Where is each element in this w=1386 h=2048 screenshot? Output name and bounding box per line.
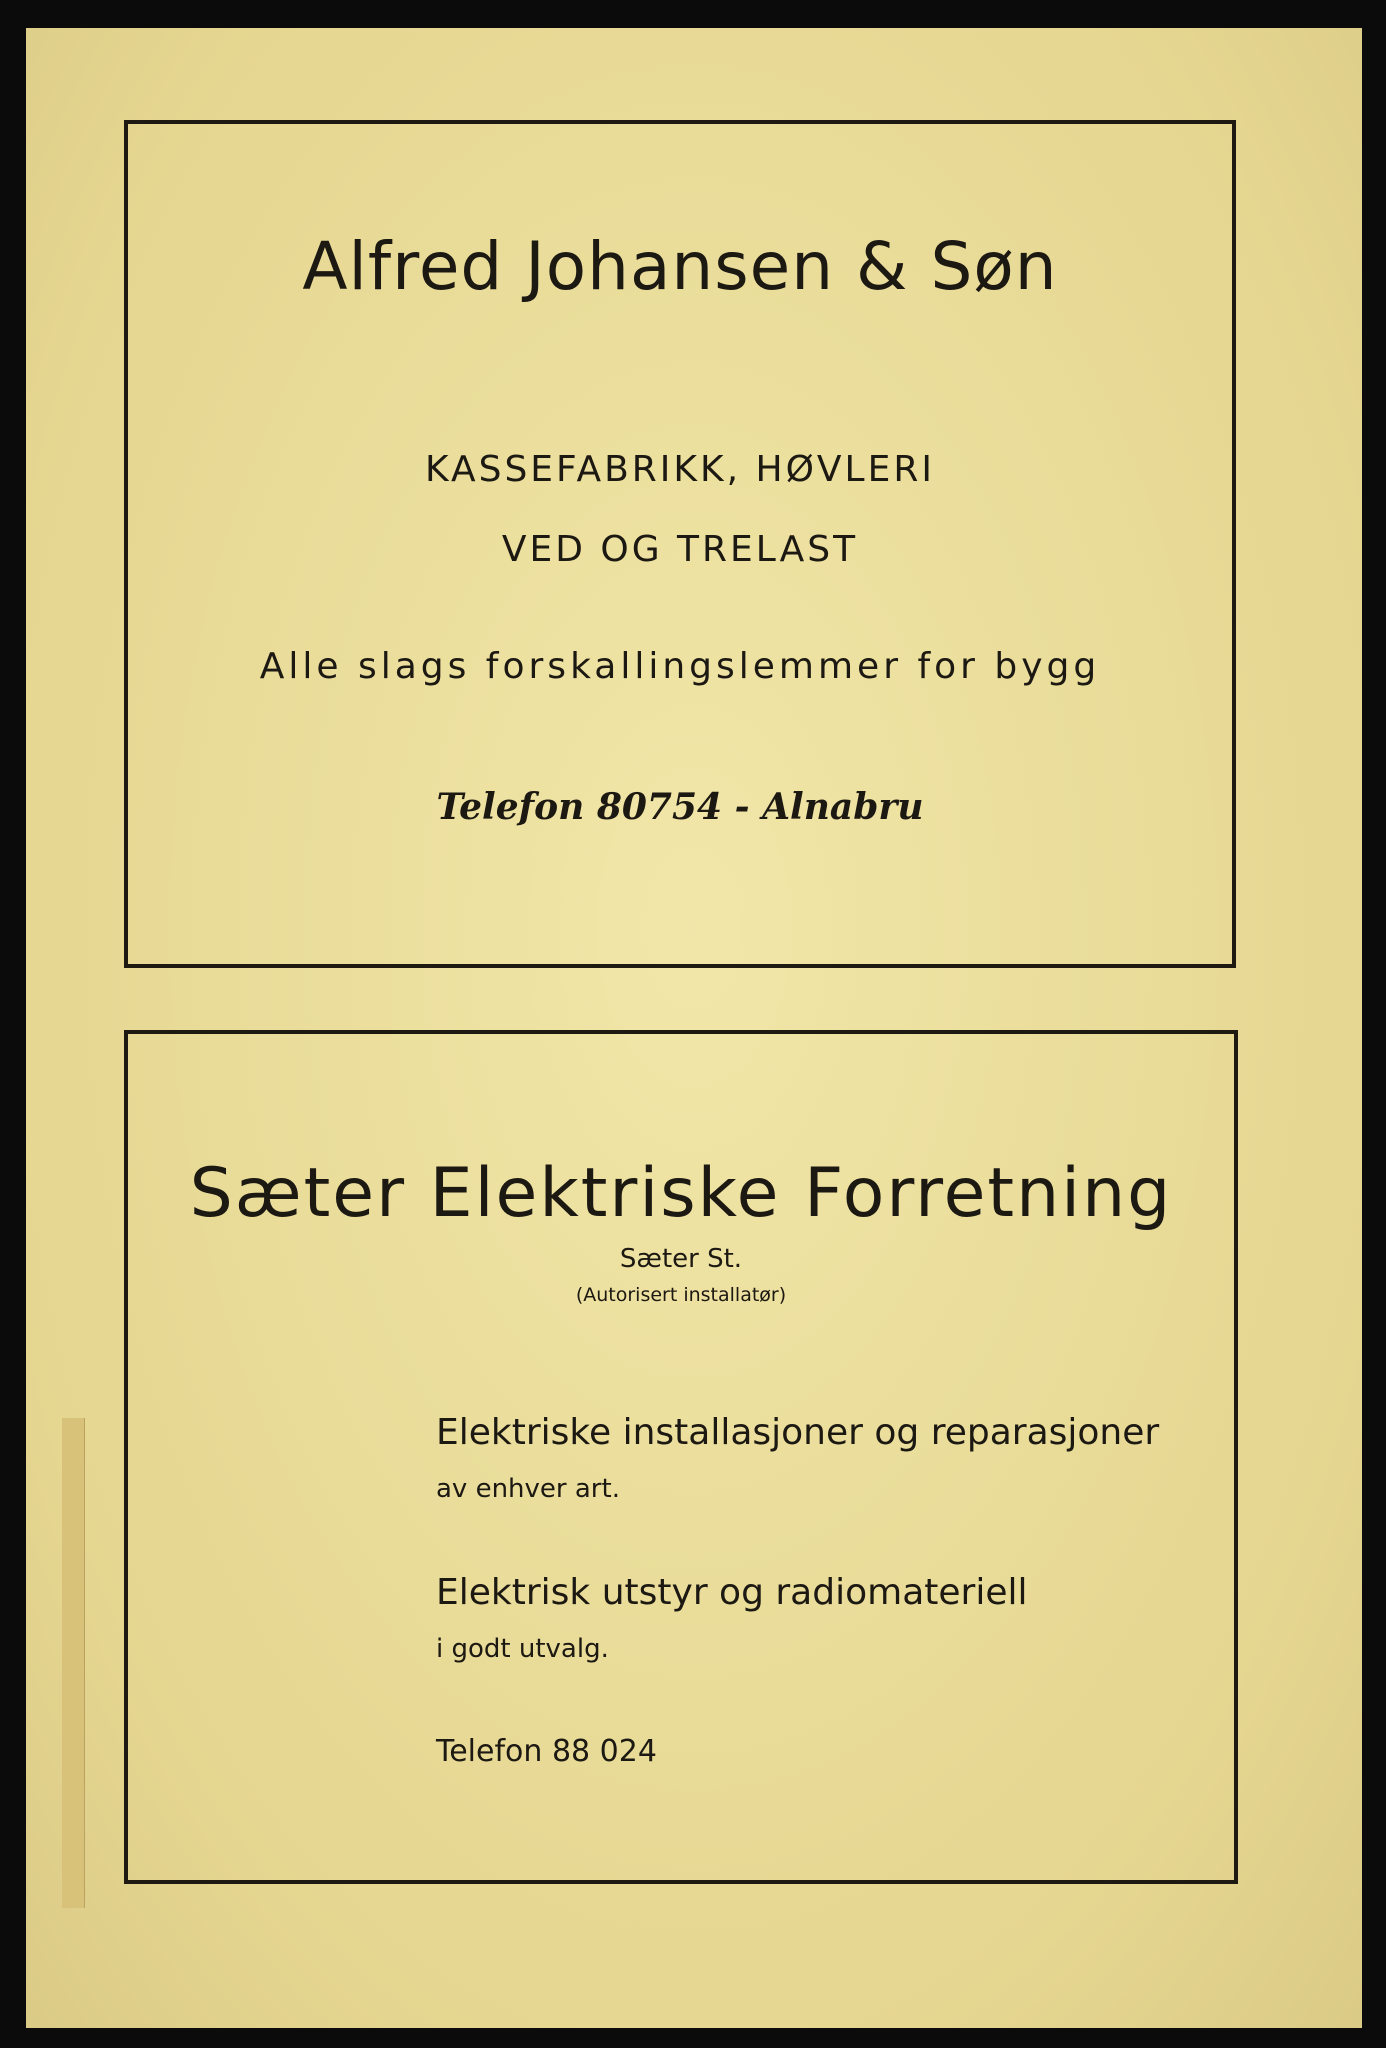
ad2-phone: Telefon 88 024: [436, 1734, 657, 1769]
ad2-company-name: Sæter Elektriske Forretning: [189, 1154, 1173, 1233]
ad2-location: Sæter St.: [619, 1244, 743, 1274]
ad1-line-kassefabrikk: KASSEFABRIKK, HØVLERI: [425, 449, 935, 490]
ad2-service-installasjoner-sub: av enhver art.: [436, 1474, 620, 1504]
ad1-company-name: Alfred Johansen & Søn: [302, 228, 1058, 305]
ad2-service-utstyr-sub: i godt utvalg.: [436, 1634, 609, 1664]
document-page: [26, 28, 1362, 2028]
advertisement-saeter-elektriske: [124, 1030, 1238, 1884]
ad2-service-utstyr: Elektrisk utstyr og radiomateriell: [436, 1572, 1028, 1613]
ad1-line-trelast: VED OG TRELAST: [501, 529, 859, 570]
ad1-line-forskalling: Alle slags forskallingslemmer for bygg: [259, 646, 1101, 687]
page-edge-strip: [62, 1418, 85, 1908]
advertisement-alfred-johansen: [124, 120, 1236, 968]
ad2-service-installasjoner: Elektriske installasjoner og reparasjoner: [436, 1412, 1160, 1453]
ad1-phone: Telefon 80754 - Alnabru: [436, 786, 924, 828]
ad2-note: (Autorisert installatør): [575, 1284, 787, 1306]
